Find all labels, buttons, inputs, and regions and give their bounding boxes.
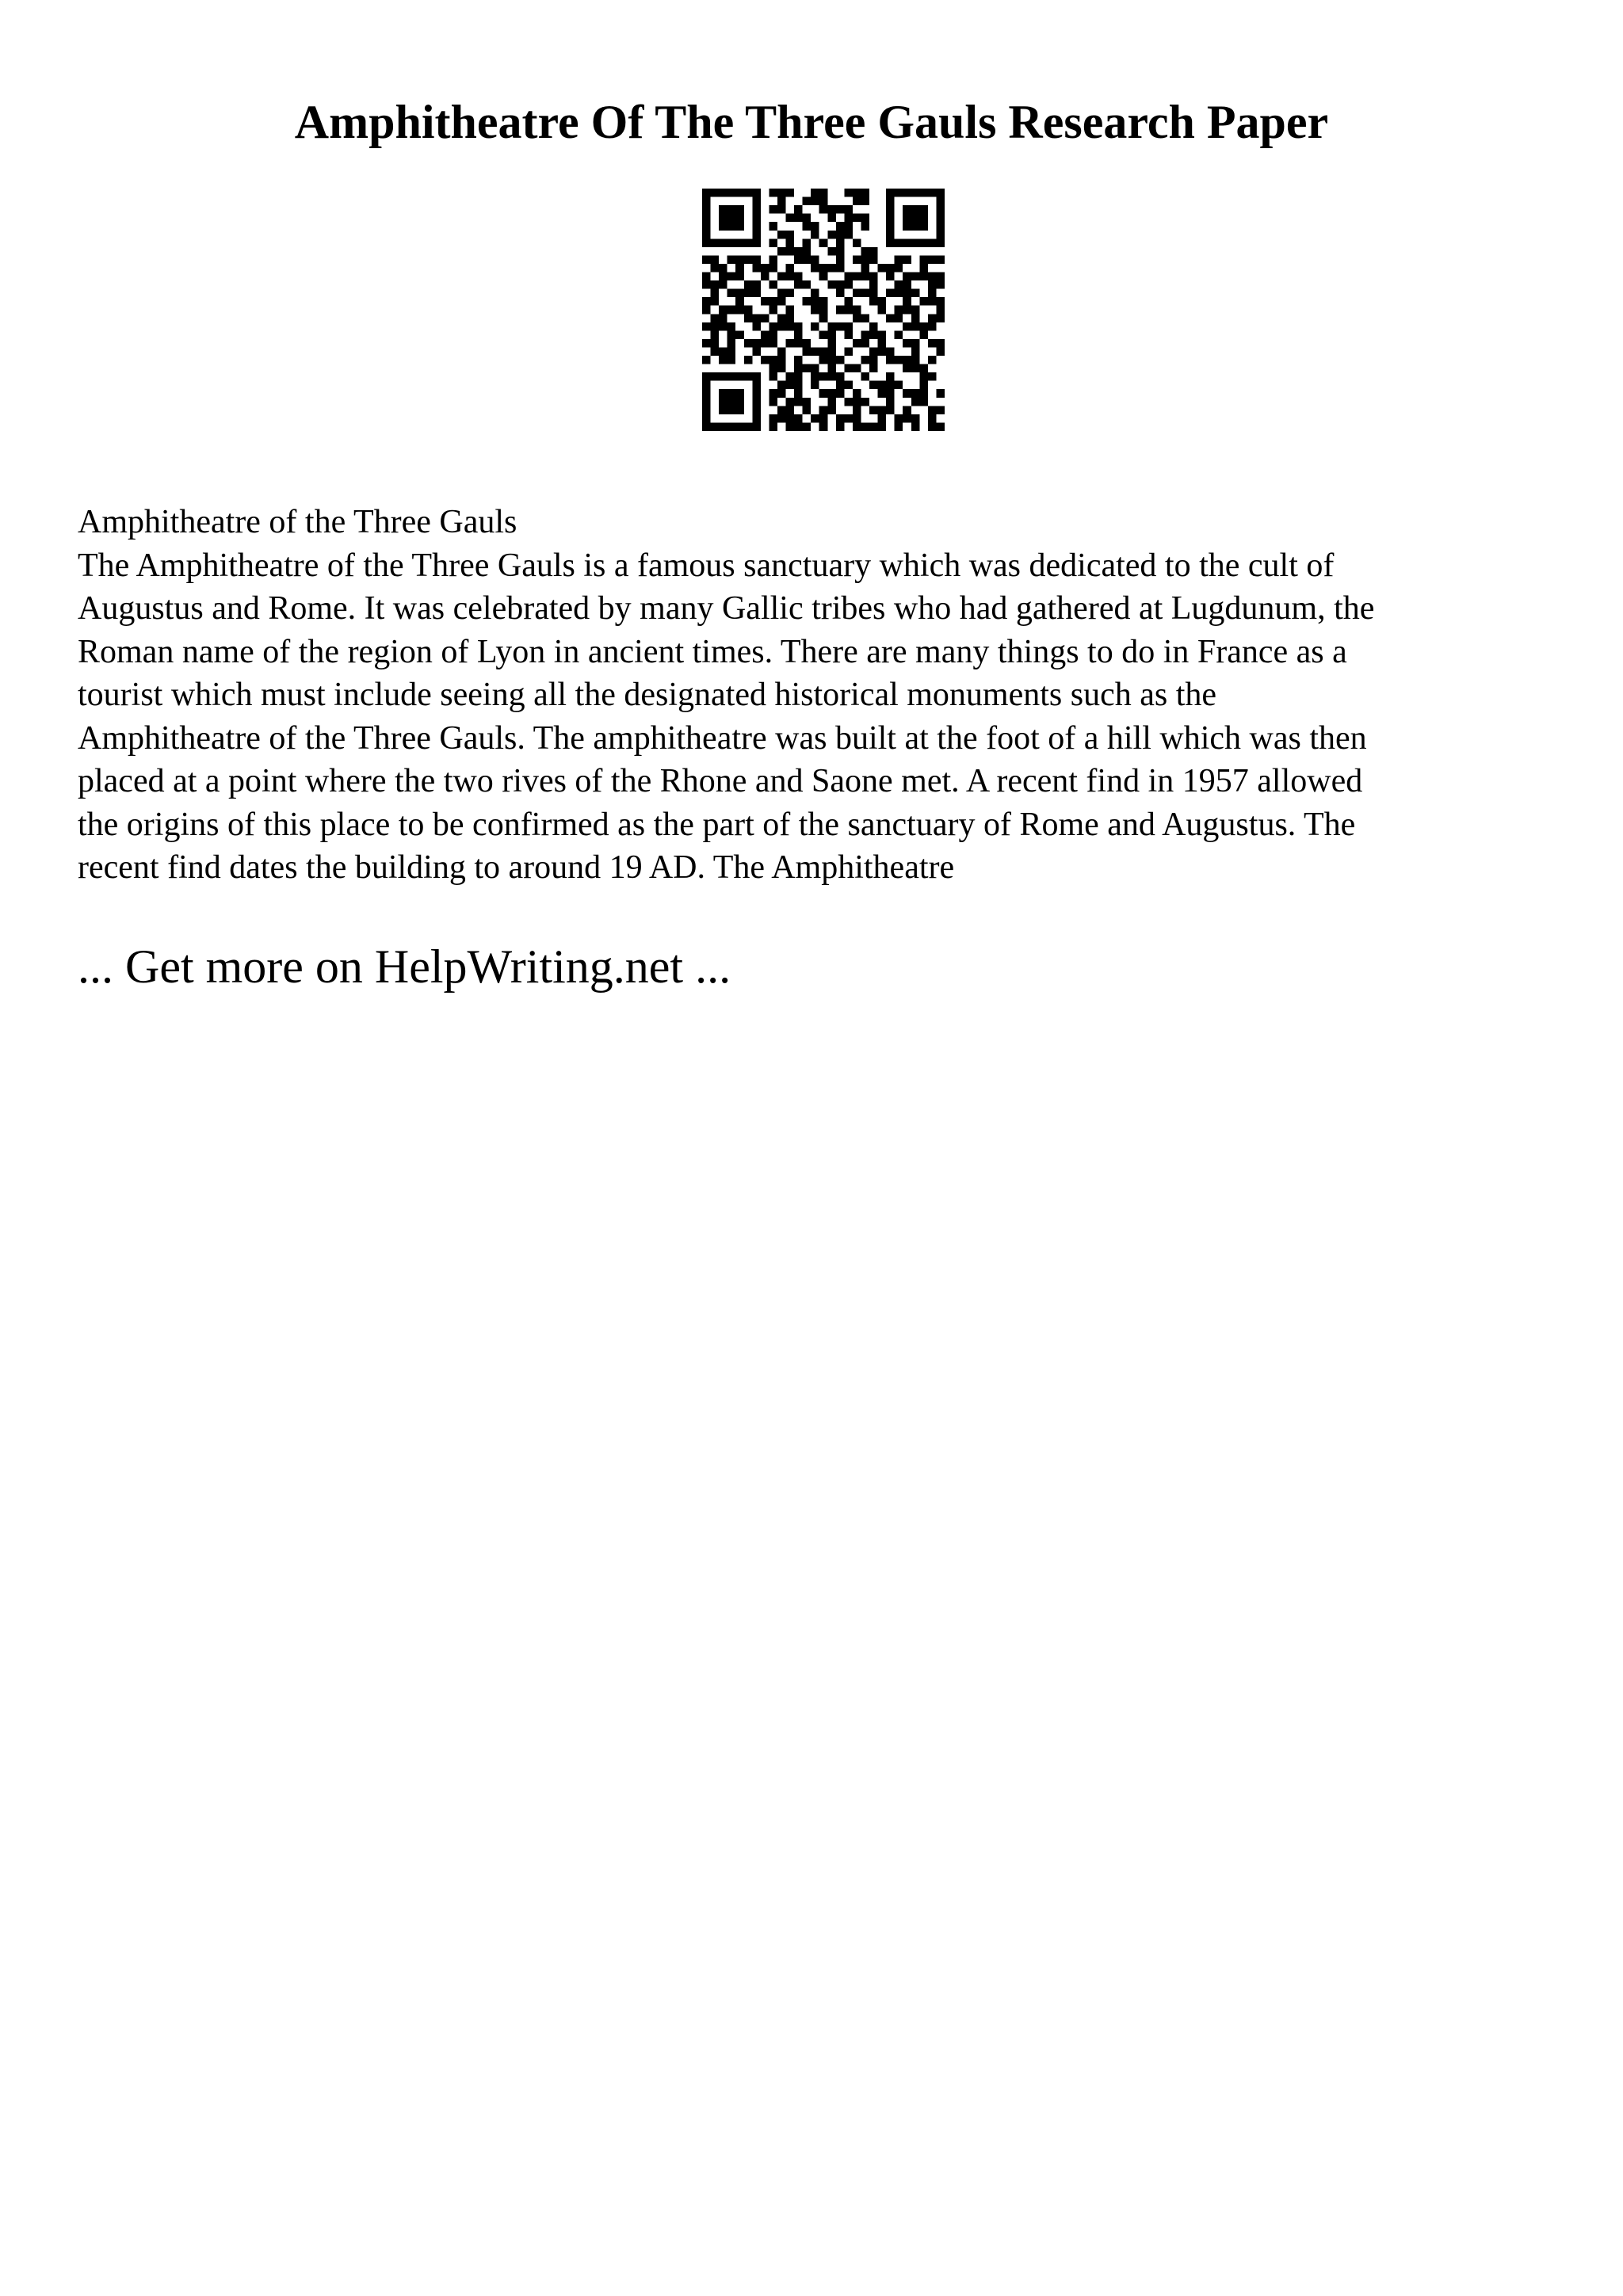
paragraph-line: placed at a point where the two rives of the Rhone and Saone met. A recent find in 1957 allowed <box>78 763 1363 799</box>
paragraph-line: tourist which must include seeing all the designated historical monuments such as the <box>78 677 1217 713</box>
body-text <box>78 501 1552 890</box>
page-title: Amphitheatre Of The Three Gauls Research Paper <box>294 96 1329 148</box>
paragraph-line: Amphitheatre of the Three Gauls. The amphitheatre was built at the foot of a hill which was then <box>78 719 1367 757</box>
paragraph-line: the origins of this place to be confirmed as the part of the sanctuary of Rome and Augustus. The <box>78 806 1356 843</box>
paragraph-line: Roman name of the region of Lyon in ancient times. There are many things to do in France as a <box>78 633 1347 670</box>
get-more-link[interactable]: ... Get more on HelpWriting.net ... <box>78 940 731 993</box>
qr-code-icon <box>702 189 945 431</box>
paragraph-line: Augustus and Rome. It was celebrated by many Gallic tribes who had gathered at Lugdunum, the <box>78 590 1375 627</box>
section-heading: Amphitheatre of the Three Gauls <box>78 504 517 540</box>
paragraph-line: The Amphitheatre of the Three Gauls is a famous sanctuary which was dedicated to the cult of <box>78 547 1335 584</box>
paragraph-line: recent find dates the building to around 19 AD. The Amphitheatre <box>78 849 955 886</box>
